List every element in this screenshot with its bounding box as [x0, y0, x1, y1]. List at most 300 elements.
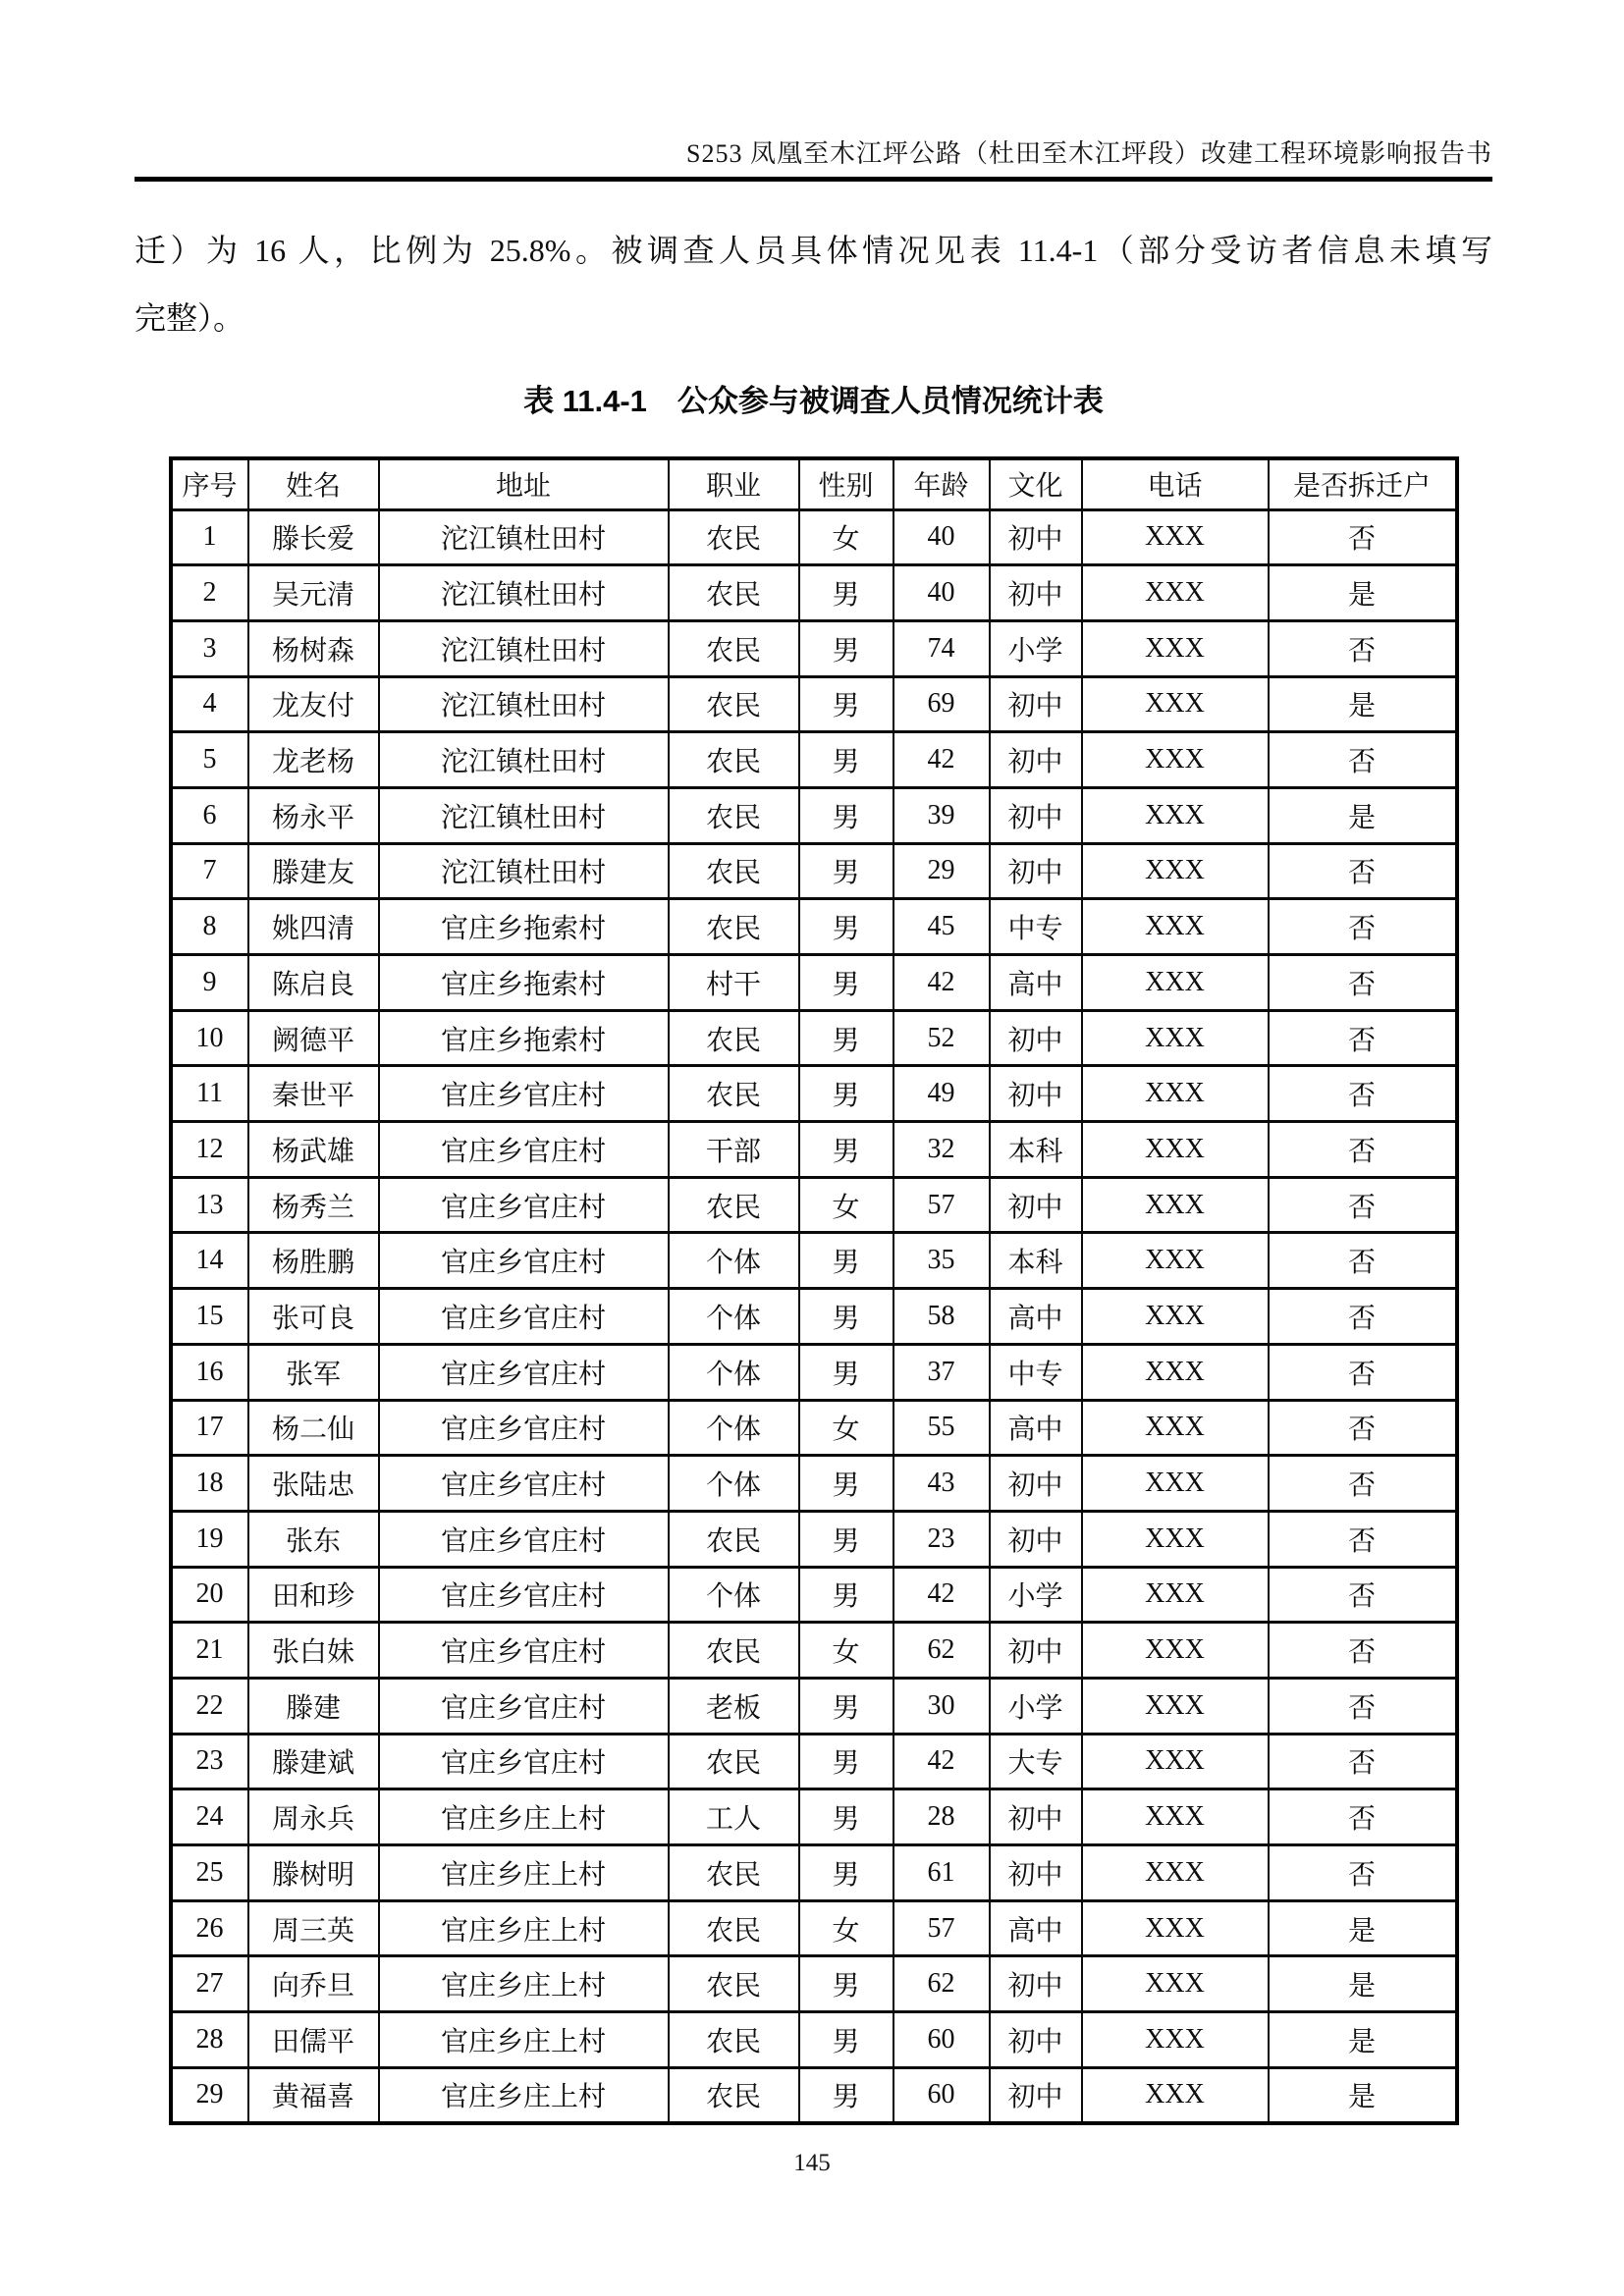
table-cell: 个体 — [669, 1400, 799, 1456]
table-cell: XXX — [1082, 2012, 1269, 2068]
table-cell: 男 — [799, 2012, 893, 2068]
table-cell: XXX — [1082, 1122, 1269, 1178]
table-cell: 否 — [1269, 1400, 1457, 1456]
table-cell: 官庄乡庄上村 — [379, 1900, 669, 1956]
table-cell: 初中 — [990, 1456, 1082, 1512]
table-cell: 否 — [1269, 1456, 1457, 1512]
table-cell: 村干 — [669, 955, 799, 1011]
table-cell: 11 — [171, 1066, 248, 1122]
table-cell: 初中 — [990, 1066, 1082, 1122]
table-cell: 43 — [893, 1456, 990, 1512]
column-header: 电话 — [1082, 458, 1269, 509]
column-header: 是否拆迁户 — [1269, 458, 1457, 509]
table-cell: 否 — [1269, 1344, 1457, 1400]
table-cell: 25 — [171, 1845, 248, 1901]
header-rule — [135, 177, 1492, 182]
table-cell: 否 — [1269, 1789, 1457, 1845]
table-cell: 55 — [893, 1400, 990, 1456]
table-row — [171, 1789, 1457, 1845]
table-cell: 女 — [799, 509, 893, 565]
table-cell: XXX — [1082, 2067, 1269, 2123]
table-cell: 12 — [171, 1122, 248, 1178]
table-cell: XXX — [1082, 1177, 1269, 1233]
table-cell: 官庄乡官庄村 — [379, 1177, 669, 1233]
table-cell: 田儒平 — [248, 2012, 379, 2068]
table-cell: 滕建 — [248, 1678, 379, 1734]
survey-table — [169, 456, 1459, 2125]
table-cell: XXX — [1082, 1845, 1269, 1901]
paragraph-line-2: 完整）。 — [135, 300, 245, 336]
column-header: 序号 — [171, 458, 248, 509]
table-cell: 女 — [799, 1177, 893, 1233]
table-cell: 初中 — [990, 2067, 1082, 2123]
table-cell: 农民 — [669, 899, 799, 955]
table-cell: 沱江镇杜田村 — [379, 620, 669, 676]
table-cell: 陈启良 — [248, 955, 379, 1011]
table-cell: 男 — [799, 732, 893, 788]
table-cell: 个体 — [669, 1456, 799, 1512]
report-header-title: S253 凤凰至木江坪公路（杜田至木江坪段）改建工程环境影响报告书 — [686, 139, 1492, 168]
table-cell: 42 — [893, 955, 990, 1011]
table-cell: 男 — [799, 1845, 893, 1901]
table-cell: 否 — [1269, 1177, 1457, 1233]
table-cell: 男 — [799, 1734, 893, 1789]
table-cell: 否 — [1269, 620, 1457, 676]
table-cell: 2 — [171, 565, 248, 621]
table-row — [171, 1344, 1457, 1400]
table-cell: 35 — [893, 1233, 990, 1289]
table-cell: 官庄乡拖索村 — [379, 899, 669, 955]
table-cell: 小学 — [990, 620, 1082, 676]
table-cell: 张军 — [248, 1344, 379, 1400]
table-row — [171, 1623, 1457, 1679]
table-cell: 农民 — [669, 676, 799, 732]
table-cell: 17 — [171, 1400, 248, 1456]
table-row — [171, 1289, 1457, 1345]
table-cell: 大专 — [990, 1734, 1082, 1789]
table-cell: 沱江镇杜田村 — [379, 843, 669, 899]
table-cell: 男 — [799, 620, 893, 676]
table-cell: 滕树明 — [248, 1845, 379, 1901]
table-cell: 是 — [1269, 787, 1457, 843]
table-cell: 农民 — [669, 1623, 799, 1679]
table-cell: XXX — [1082, 1344, 1269, 1400]
table-cell: XXX — [1082, 1066, 1269, 1122]
column-header: 年龄 — [893, 458, 990, 509]
table-cell: 15 — [171, 1289, 248, 1345]
table-cell: 61 — [893, 1845, 990, 1901]
table-cell: 农民 — [669, 565, 799, 621]
column-header: 地址 — [379, 458, 669, 509]
table-cell: 滕建斌 — [248, 1734, 379, 1789]
table-row — [171, 787, 1457, 843]
table-cell: 否 — [1269, 1289, 1457, 1345]
table-cell: 40 — [893, 565, 990, 621]
table-cell: 39 — [893, 787, 990, 843]
table-cell: 3 — [171, 620, 248, 676]
table-cell: 滕长爱 — [248, 509, 379, 565]
table-cell: 杨胜鹏 — [248, 1233, 379, 1289]
table-cell: 高中 — [990, 955, 1082, 1011]
table-cell: 19 — [171, 1511, 248, 1567]
table-cell: 5 — [171, 732, 248, 788]
table-cell: 14 — [171, 1233, 248, 1289]
table-cell: XXX — [1082, 620, 1269, 676]
table-cell: 个体 — [669, 1289, 799, 1345]
table-cell: 初中 — [990, 1623, 1082, 1679]
table-cell: 初中 — [990, 732, 1082, 788]
table-cell: 个体 — [669, 1567, 799, 1623]
table-cell: 男 — [799, 1456, 893, 1512]
table-cell: XXX — [1082, 1789, 1269, 1845]
table-cell: 否 — [1269, 843, 1457, 899]
table-cell: 官庄乡庄上村 — [379, 1845, 669, 1901]
table-cell: 官庄乡官庄村 — [379, 1511, 669, 1567]
table-cell: 中专 — [990, 1344, 1082, 1400]
table-cell: 否 — [1269, 1678, 1457, 1734]
table-cell: 58 — [893, 1289, 990, 1345]
table-cell: 男 — [799, 1066, 893, 1122]
table-cell: 沱江镇杜田村 — [379, 676, 669, 732]
table-body — [171, 509, 1457, 2123]
column-header: 文化 — [990, 458, 1082, 509]
table-cell: 田和珍 — [248, 1567, 379, 1623]
table-cell: 官庄乡官庄村 — [379, 1233, 669, 1289]
table-cell: 26 — [171, 1900, 248, 1956]
table-cell: 秦世平 — [248, 1066, 379, 1122]
table-cell: 40 — [893, 509, 990, 565]
table-cell: 4 — [171, 676, 248, 732]
table-cell: 小学 — [990, 1678, 1082, 1734]
table-cell: 初中 — [990, 787, 1082, 843]
table-cell: 农民 — [669, 1734, 799, 1789]
table-cell: 官庄乡官庄村 — [379, 1623, 669, 1679]
table-cell: 张白妹 — [248, 1623, 379, 1679]
table-cell: 龙友付 — [248, 676, 379, 732]
body-paragraph — [135, 217, 1492, 352]
table-cell: 初中 — [990, 1511, 1082, 1567]
table-cell: 农民 — [669, 1511, 799, 1567]
table-row — [171, 1511, 1457, 1567]
table-cell: 是 — [1269, 565, 1457, 621]
table-cell: 男 — [799, 843, 893, 899]
table-cell: 农民 — [669, 1066, 799, 1122]
table-row — [171, 1734, 1457, 1789]
table-cell: 否 — [1269, 1010, 1457, 1066]
table-row — [171, 1122, 1457, 1178]
table-cell: 官庄乡官庄村 — [379, 1734, 669, 1789]
table-cell: 52 — [893, 1010, 990, 1066]
table-cell: 49 — [893, 1066, 990, 1122]
table-cell: 22 — [171, 1678, 248, 1734]
table-cell: 农民 — [669, 732, 799, 788]
table-cell: XXX — [1082, 843, 1269, 899]
table-cell: 否 — [1269, 1511, 1457, 1567]
table-cell: 42 — [893, 1734, 990, 1789]
table-cell: 个体 — [669, 1233, 799, 1289]
table-cell: XXX — [1082, 1289, 1269, 1345]
table-cell: 42 — [893, 732, 990, 788]
table-cell: 黄福喜 — [248, 2067, 379, 2123]
table-cell: 沱江镇杜田村 — [379, 732, 669, 788]
table-cell: 是 — [1269, 1956, 1457, 2012]
table-cell: 男 — [799, 1956, 893, 2012]
table-row — [171, 1567, 1457, 1623]
table-cell: 否 — [1269, 1233, 1457, 1289]
paragraph-line-1: 迁）为 16 人，比例为 25.8%。被调查人员具体情况见表 11.4-1（部分受访者信息未填写 — [135, 233, 1492, 268]
table-cell: 高中 — [990, 1289, 1082, 1345]
table-cell: 29 — [893, 843, 990, 899]
table-cell: XXX — [1082, 1734, 1269, 1789]
table-row — [171, 843, 1457, 899]
table-cell: 20 — [171, 1567, 248, 1623]
table-cell: XXX — [1082, 1400, 1269, 1456]
table-cell: 滕建友 — [248, 843, 379, 899]
table-cell: 吴元清 — [248, 565, 379, 621]
table-cell: 9 — [171, 955, 248, 1011]
table-cell: 62 — [893, 1956, 990, 2012]
table-cell: 老板 — [669, 1678, 799, 1734]
column-header: 职业 — [669, 458, 799, 509]
table-cell: 初中 — [990, 565, 1082, 621]
table-cell: 57 — [893, 1900, 990, 1956]
table-cell: 个体 — [669, 1344, 799, 1400]
table-cell: XXX — [1082, 565, 1269, 621]
table-cell: 向乔旦 — [248, 1956, 379, 2012]
table-cell: 否 — [1269, 955, 1457, 1011]
table-header-row — [171, 458, 1457, 509]
table-cell: 农民 — [669, 2067, 799, 2123]
table-cell: XXX — [1082, 1511, 1269, 1567]
table-cell: XXX — [1082, 1956, 1269, 2012]
table-cell: XXX — [1082, 1010, 1269, 1066]
table-cell: XXX — [1082, 1567, 1269, 1623]
table-cell: 杨树森 — [248, 620, 379, 676]
column-header: 姓名 — [248, 458, 379, 509]
table-cell: 男 — [799, 899, 893, 955]
table-row — [171, 1066, 1457, 1122]
table-row — [171, 899, 1457, 955]
table-row — [171, 1845, 1457, 1901]
table-cell: 30 — [893, 1678, 990, 1734]
table-cell: 杨永平 — [248, 787, 379, 843]
table-cell: 16 — [171, 1344, 248, 1400]
table-cell: XXX — [1082, 1623, 1269, 1679]
table-cell: 张陆忠 — [248, 1456, 379, 1512]
table-cell: XXX — [1082, 787, 1269, 843]
table-cell: 农民 — [669, 843, 799, 899]
table-title: 表 11.4-1 公众参与被调查人员情况统计表 — [523, 384, 1104, 418]
table-cell: 初中 — [990, 1845, 1082, 1901]
table-cell: 官庄乡庄上村 — [379, 1789, 669, 1845]
table-cell: XXX — [1082, 1233, 1269, 1289]
table-cell: 8 — [171, 899, 248, 955]
table-cell: 男 — [799, 1233, 893, 1289]
table-cell: 龙老杨 — [248, 732, 379, 788]
table-row — [171, 1177, 1457, 1233]
table-cell: 32 — [893, 1122, 990, 1178]
table-cell: XXX — [1082, 732, 1269, 788]
table-cell: 官庄乡官庄村 — [379, 1122, 669, 1178]
table-cell: 74 — [893, 620, 990, 676]
table-cell: 是 — [1269, 1900, 1457, 1956]
table-cell: 女 — [799, 1623, 893, 1679]
table-cell: 否 — [1269, 509, 1457, 565]
table-cell: 小学 — [990, 1567, 1082, 1623]
table-cell: 周三英 — [248, 1900, 379, 1956]
table-cell: 官庄乡庄上村 — [379, 2012, 669, 2068]
table-cell: 45 — [893, 899, 990, 955]
table-cell: 官庄乡官庄村 — [379, 1678, 669, 1734]
table-cell: 否 — [1269, 1567, 1457, 1623]
table-cell: 官庄乡庄上村 — [379, 1956, 669, 2012]
table-cell: 初中 — [990, 509, 1082, 565]
table-cell: XXX — [1082, 1900, 1269, 1956]
table-cell: 中专 — [990, 899, 1082, 955]
page-number: 145 — [793, 2150, 831, 2176]
table-cell: 60 — [893, 2067, 990, 2123]
table-cell: 初中 — [990, 1177, 1082, 1233]
table-cell: 60 — [893, 2012, 990, 2068]
table-row — [171, 1010, 1457, 1066]
table-cell: 男 — [799, 565, 893, 621]
table-cell: 否 — [1269, 899, 1457, 955]
table-cell: 女 — [799, 1400, 893, 1456]
table-cell: 女 — [799, 1900, 893, 1956]
table-row — [171, 1233, 1457, 1289]
table-cell: 初中 — [990, 2012, 1082, 2068]
table-cell: 否 — [1269, 1066, 1457, 1122]
table-cell: 62 — [893, 1623, 990, 1679]
table-cell: 男 — [799, 1678, 893, 1734]
table-row — [171, 565, 1457, 621]
table-cell: 官庄乡官庄村 — [379, 1456, 669, 1512]
table-cell: 37 — [893, 1344, 990, 1400]
table-row — [171, 1400, 1457, 1456]
table-cell: 男 — [799, 955, 893, 1011]
table-cell: XXX — [1082, 676, 1269, 732]
table-cell: 是 — [1269, 676, 1457, 732]
table-cell: 官庄乡拖索村 — [379, 1010, 669, 1066]
table-cell: 男 — [799, 1122, 893, 1178]
table-cell: 农民 — [669, 1845, 799, 1901]
table-cell: 7 — [171, 843, 248, 899]
table-cell: 初中 — [990, 1010, 1082, 1066]
table-cell: 男 — [799, 1010, 893, 1066]
table-cell: 沱江镇杜田村 — [379, 787, 669, 843]
table-cell: 男 — [799, 2067, 893, 2123]
table-cell: 初中 — [990, 1956, 1082, 2012]
table-cell: 工人 — [669, 1789, 799, 1845]
table-cell: 农民 — [669, 787, 799, 843]
table-cell: 农民 — [669, 1177, 799, 1233]
table-cell: 10 — [171, 1010, 248, 1066]
table-cell: 周永兵 — [248, 1789, 379, 1845]
table-row — [171, 1956, 1457, 2012]
table-cell: 官庄乡庄上村 — [379, 2067, 669, 2123]
table-cell: 杨秀兰 — [248, 1177, 379, 1233]
table-cell: 23 — [893, 1511, 990, 1567]
table-cell: 男 — [799, 1344, 893, 1400]
table-cell: 否 — [1269, 732, 1457, 788]
table-cell: 18 — [171, 1456, 248, 1512]
table-cell: 初中 — [990, 676, 1082, 732]
table-cell: 杨二仙 — [248, 1400, 379, 1456]
table-row — [171, 1456, 1457, 1512]
table-cell: 初中 — [990, 843, 1082, 899]
table-cell: 高中 — [990, 1900, 1082, 1956]
table-cell: 是 — [1269, 2012, 1457, 2068]
table-cell: 男 — [799, 1789, 893, 1845]
table-cell: 本科 — [990, 1122, 1082, 1178]
table-cell: 官庄乡官庄村 — [379, 1400, 669, 1456]
table-cell: 否 — [1269, 1623, 1457, 1679]
table-row — [171, 955, 1457, 1011]
table-row — [171, 509, 1457, 565]
table-cell: 男 — [799, 1511, 893, 1567]
table-row — [171, 1678, 1457, 1734]
table-cell: XXX — [1082, 955, 1269, 1011]
table-row — [171, 1900, 1457, 1956]
table-cell: 官庄乡官庄村 — [379, 1567, 669, 1623]
table-cell: 农民 — [669, 1956, 799, 2012]
table-cell: XXX — [1082, 899, 1269, 955]
table-row — [171, 676, 1457, 732]
table-cell: 男 — [799, 787, 893, 843]
table-row — [171, 732, 1457, 788]
table-cell: 官庄乡拖索村 — [379, 955, 669, 1011]
table-cell: 农民 — [669, 1010, 799, 1066]
table-cell: 57 — [893, 1177, 990, 1233]
table-cell: 初中 — [990, 1789, 1082, 1845]
table-cell: XXX — [1082, 1456, 1269, 1512]
table-cell: 21 — [171, 1623, 248, 1679]
table-cell: 本科 — [990, 1233, 1082, 1289]
table-cell: 42 — [893, 1567, 990, 1623]
table-cell: 高中 — [990, 1400, 1082, 1456]
table-cell: XXX — [1082, 1678, 1269, 1734]
table-cell: 13 — [171, 1177, 248, 1233]
table-cell: 农民 — [669, 620, 799, 676]
table-cell: 农民 — [669, 1900, 799, 1956]
table-cell: 杨武雄 — [248, 1122, 379, 1178]
table-cell: 28 — [171, 2012, 248, 2068]
table-cell: 沱江镇杜田村 — [379, 565, 669, 621]
table-row — [171, 2067, 1457, 2123]
table-cell: 沱江镇杜田村 — [379, 509, 669, 565]
table-cell: 24 — [171, 1789, 248, 1845]
table-row — [171, 620, 1457, 676]
table-cell: 是 — [1269, 2067, 1457, 2123]
table-cell: 否 — [1269, 1845, 1457, 1901]
table-cell: 23 — [171, 1734, 248, 1789]
table-cell: XXX — [1082, 509, 1269, 565]
table-cell: 69 — [893, 676, 990, 732]
table-cell: 干部 — [669, 1122, 799, 1178]
table-row — [171, 2012, 1457, 2068]
table-cell: 男 — [799, 676, 893, 732]
table-cell: 官庄乡官庄村 — [379, 1289, 669, 1345]
table-cell: 姚四清 — [248, 899, 379, 955]
column-header: 性别 — [799, 458, 893, 509]
table-cell: 张东 — [248, 1511, 379, 1567]
table-cell: 农民 — [669, 509, 799, 565]
table-cell: 否 — [1269, 1122, 1457, 1178]
table-cell: 否 — [1269, 1734, 1457, 1789]
table-cell: 男 — [799, 1567, 893, 1623]
table-cell: 张可良 — [248, 1289, 379, 1345]
table-cell: 27 — [171, 1956, 248, 2012]
